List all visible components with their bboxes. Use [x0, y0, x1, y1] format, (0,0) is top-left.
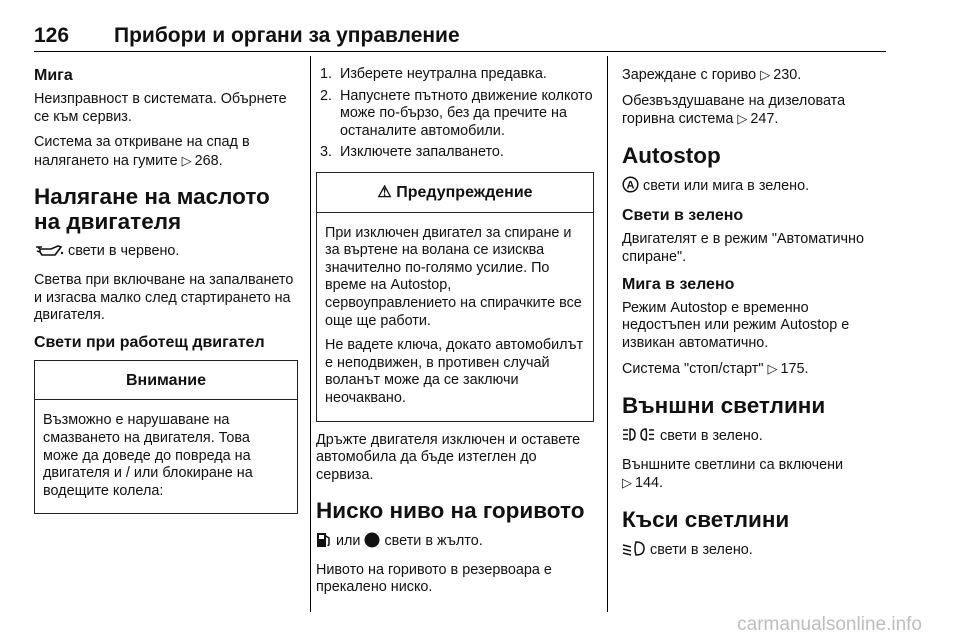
running-title: Прибори и органи за управление [114, 24, 460, 47]
notice-box [34, 360, 298, 515]
fuel-pump-icon [316, 531, 332, 554]
refuel-page-ref: 230. [773, 67, 802, 83]
paragraph-tyre-system [34, 134, 298, 170]
oil-can-icon [34, 242, 64, 264]
watermark: carmanualsonline.info [737, 614, 922, 635]
paragraph-malfunction: Неизправност в системата. Обърнете се към сервиз. [34, 91, 287, 125]
step-item: 1. Изберете неутрална предавка. [336, 66, 594, 84]
paragraph-tow: Дръжте двигателя изключен и оставете автомобила да бъде изтеглен до сервиза. [316, 431, 581, 483]
paragraph-fuel-low: Нивото на горивото в резервоара е прекалено ниско. [316, 561, 552, 596]
tyre-system-text: Система за откриване на спад в налягането на гумите [34, 134, 250, 169]
notice-text: Възможно е нарушаване на смазването на двигателя. Това може да доведе до повреда на двигателя и / или блокиране на водещите колела: [43, 412, 253, 499]
column-divider-1 [310, 56, 311, 612]
autostop-status-line [622, 176, 884, 199]
step-item: 2. Напуснете пътното движение колкото може по-бързо, без да пречите на останалите автомобили. [336, 88, 594, 141]
page-header [34, 24, 886, 52]
low-beam-status-text: свети в зелено. [650, 541, 753, 558]
heading-low-fuel: Ниско ниво на горивото [316, 498, 585, 524]
autostop-status-text: свети или мига в зелено. [643, 177, 810, 194]
heading-exterior-lights: Външни светлини [622, 392, 826, 418]
filled-circle-icon [364, 532, 380, 554]
notice-heading: Внимание [35, 361, 297, 401]
tyre-page-ref: 268. [194, 152, 223, 169]
paragraph-exterior-on [622, 457, 884, 493]
paragraph-autostop-mode: Двигателят е в режим "Автоматично спиране". [622, 231, 864, 265]
oil-status-text: свети в червено. [68, 243, 180, 260]
page-ref-icon: ▷ [760, 67, 771, 82]
bleed-page-ref: 247. [750, 111, 779, 128]
exterior-page-ref: 144. [635, 475, 664, 492]
column-1 [34, 66, 298, 524]
column-3 [622, 66, 884, 570]
autostop-icon [622, 176, 639, 199]
stop-start-text: Система "стоп/старт" [622, 361, 764, 378]
steps-list [316, 66, 594, 162]
heading-blink: Мига [34, 67, 73, 84]
bleed-text: Обезвъздушаване на дизеловата горивна система [622, 92, 846, 128]
heading-oil-pressure: Налягане на маслото на двигателя [34, 184, 270, 235]
header-rule [34, 51, 886, 52]
exterior-on-text: Външните светлини са включени [622, 456, 844, 473]
paragraph-refuel [622, 66, 884, 85]
refuel-text: Зареждане с гориво [622, 67, 757, 83]
heading-lit-engine-running: Свети при работещ двигател [34, 333, 265, 351]
fuel-status-text: свети в жълто. [384, 533, 483, 550]
paragraph-stop-start [622, 360, 884, 379]
exterior-status-line [622, 426, 884, 449]
stop-start-page-ref: 175. [780, 361, 809, 378]
warning-text-key: Не вадете ключа, докато автомобилът е неподвижен, в противен случай воланът може да се заключи неочаквано. [325, 337, 584, 406]
heading-lit-green: Свети в зелено [622, 207, 744, 225]
warning-box [316, 172, 594, 422]
paragraph-bleed [622, 93, 884, 129]
exterior-status-text: свети в зелено. [660, 427, 763, 444]
svg-text:A: A [626, 179, 635, 192]
exterior-lights-icon [622, 426, 656, 449]
oil-status-line [34, 242, 298, 264]
column-2 [316, 66, 594, 605]
page-number: 126 [34, 24, 70, 47]
low-beam-status-line [622, 540, 884, 563]
paragraph-oil-description: Светва при включване на запалването и изгасва малко след стартирането на двигателя. [34, 271, 294, 324]
page-ref-icon: ▷ [767, 361, 778, 377]
heading-blinks-green: Мига в зелено [622, 275, 735, 293]
warning-text-steering: При изключен двигател за спиране и за въртене на волана се изисква значително по-голямо усилие. По време на Autostop, сервоуправлението на спирачките все още ще работи. [325, 224, 582, 329]
paragraph-autostop-unavailable: Режим Autostop е временно недостъпен или режим Autostop е извикан автоматично. [622, 299, 850, 351]
page-ref-icon: ▷ [181, 152, 192, 168]
heading-low-beam: Къси светлини [622, 506, 790, 532]
warning-heading: Предупреждение [396, 183, 533, 201]
fuel-or-text: или [336, 533, 361, 550]
warning-triangle-icon: ⚠ [377, 183, 392, 201]
low-beam-icon [622, 540, 646, 563]
column-divider-2 [607, 56, 608, 612]
warning-header [317, 173, 593, 213]
page-ref-icon: ▷ [737, 111, 748, 127]
heading-autostop: Autostop [622, 142, 721, 168]
fuel-status-line [316, 531, 594, 554]
step-item: 3. Изключете запалването. [336, 144, 594, 162]
page-ref-icon: ▷ [622, 475, 632, 491]
